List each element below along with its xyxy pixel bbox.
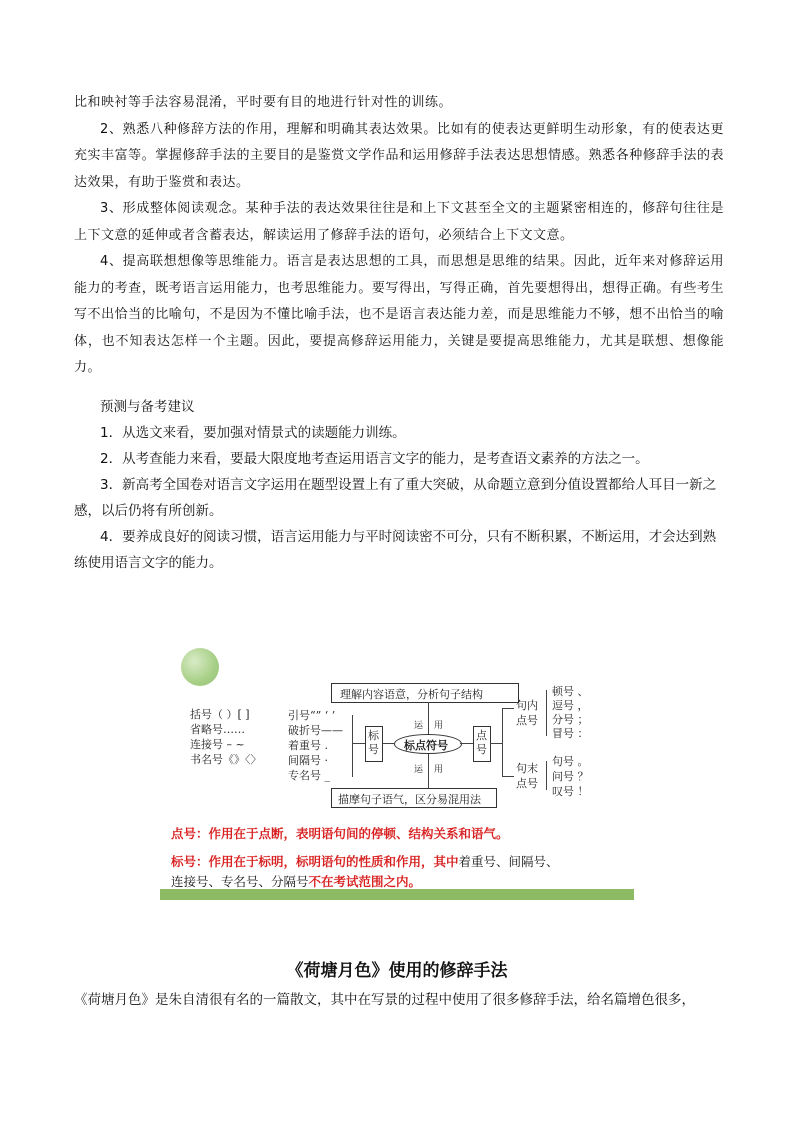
left-list-item: 破折号—— <box>288 724 343 737</box>
dot-note: 点号：作用在于点断，表明语句间的停顿、结构关系和语气。 <box>171 826 509 841</box>
left-list-item: 引号“” ‘ ’ <box>288 709 336 722</box>
use-label: 运 <box>414 721 424 731</box>
inner-item: 顿号 、 <box>552 685 589 698</box>
connector <box>352 743 365 744</box>
connector <box>502 776 514 777</box>
right-bracket <box>502 708 503 776</box>
mark-note-black: 连接号、专名号、分隔号 <box>171 874 309 889</box>
far-left-item: 省略号…… <box>190 723 245 736</box>
mark-note-black: 着重号、间隔号、 <box>458 854 559 869</box>
far-left-item: 书名号《》〈〉 <box>190 753 262 766</box>
paragraph-3: 3、形成整体阅读观念。某种手法的表达效果往往是和上下文甚至全文的主题紧密相连的，修辞句往往是上下文意的延伸或者含蓄表达，解读运用了修辞手法的语句，必须结合上下文文意。 <box>74 201 724 243</box>
left-bracket <box>352 715 353 777</box>
mark-note-line-1 <box>171 851 559 872</box>
recommendations-title: 预测与备考建议 <box>100 399 195 415</box>
left-list-item: 间隔号 · <box>288 754 328 767</box>
end-item: 句号 。 <box>552 755 589 768</box>
section-heading: 《荷塘月色》使用的修辞手法 <box>286 961 508 981</box>
recommendation-item: 4．要养成良好的阅读习惯，语言运用能力与平时阅读密不可分，只有不断积累，不断运用，才会达到熟练使用语言文字的能力。 <box>74 529 717 571</box>
paragraph-2: 2、熟悉八种修辞方法的作用，理解和明确其表达效果。比如有的使表达更鲜明生动形象，有的使表达更充实丰富等。掌握修辞手法的主要目的是鉴赏文学作品和运用修辞手法表达思想情感。熟悉各种修辞手法的表达效果，有助于鉴赏和表达。 <box>74 121 724 190</box>
end-item: 叹号 ！ <box>552 785 589 798</box>
decorative-circle <box>181 648 219 686</box>
punctuation-diagram <box>160 646 634 900</box>
inner-item: 逗号 ， <box>552 699 589 712</box>
connector <box>382 743 394 744</box>
left-list-item: 着重号 . <box>288 739 328 752</box>
connector <box>490 743 502 744</box>
connector <box>502 708 514 709</box>
inner-sentence-label: 句内点号 <box>516 699 538 727</box>
center-ellipse <box>394 734 462 754</box>
left-list-item: 专名号 _ <box>288 769 330 782</box>
far-left-item: 连接号 – ~ <box>190 738 245 751</box>
paragraph-4: 4、提高联想想像等思维能力。语言是表达思想的工具，而思想是思维的结果。因此，近年来对修辞运用能力的考查，既考语言运用能力，也考思维能力。要写得出，写得正确，首先要想得出，想得正确。有些考生写不出恰当的比喻句，不是因为不懂比喻手法，也不是语言表达能力差，而是思维能力不够，想不出恰当的喻体，也不知表达怎样一个主题。因此，要提高修辞运用能力，关键是要提高思维能力，尤其是联想、想像能力。 <box>74 254 724 375</box>
left-box-label: 标号 <box>368 729 379 756</box>
intro-paragraph: 《荷塘月色》是朱自清很有名的一篇散文，其中在写景的过程中使用了很多修辞手法，给名篇增色很多， <box>74 992 695 1008</box>
top-box <box>331 683 519 703</box>
green-divider-bar <box>160 889 634 900</box>
paragraph-1: 比和映衬等手法容易混淆，平时要有目的地进行针对性的训练。 <box>74 95 453 110</box>
bottom-box-text: 描摩句子语气，区分易混用法 <box>338 793 481 806</box>
analysis-section <box>74 90 724 382</box>
recommendation-item: 1．从选文来看，要加强对情景式的读题能力训练。 <box>100 425 406 441</box>
top-box-text: 理解内容语意，分析句子结构 <box>340 688 483 701</box>
left-box <box>365 726 383 762</box>
far-left-item: 括号（ ）[ ] <box>190 708 250 721</box>
use-label: 用 <box>434 721 444 731</box>
inner-bracket <box>546 690 547 736</box>
recommendation-item: 2．从考查能力来看，要最大限度地考查运用语言文字的能力，是考查语文素养的方法之一。 <box>100 451 649 467</box>
end-sentence-label: 句末点号 <box>516 762 538 790</box>
bottom-box <box>331 788 497 808</box>
recommendation-item: 3．新高考全国卷对语言文字运用在题型设置上有了重大突破，从命题立意到分值设置都给人耳目一新之感，以后仍将有所创新。 <box>74 477 717 519</box>
use-label: 运 <box>414 765 424 775</box>
right-box-label: 点号 <box>476 729 487 756</box>
end-bracket <box>546 761 547 790</box>
end-item: 问号 ？ <box>552 770 589 783</box>
mark-note-red: 标号：作用在于标明，标明语句的性质和作用，其中 <box>171 854 459 869</box>
connector <box>460 743 473 744</box>
right-box <box>473 726 491 762</box>
center-label: 标点符号 <box>404 739 448 752</box>
mark-note-red: 不在考试范围之内。 <box>308 874 422 889</box>
inner-item: 分号 ； <box>552 713 589 726</box>
use-label: 用 <box>434 765 444 775</box>
recommendations-section <box>74 394 726 576</box>
inner-item: 冒号 ： <box>552 727 589 740</box>
